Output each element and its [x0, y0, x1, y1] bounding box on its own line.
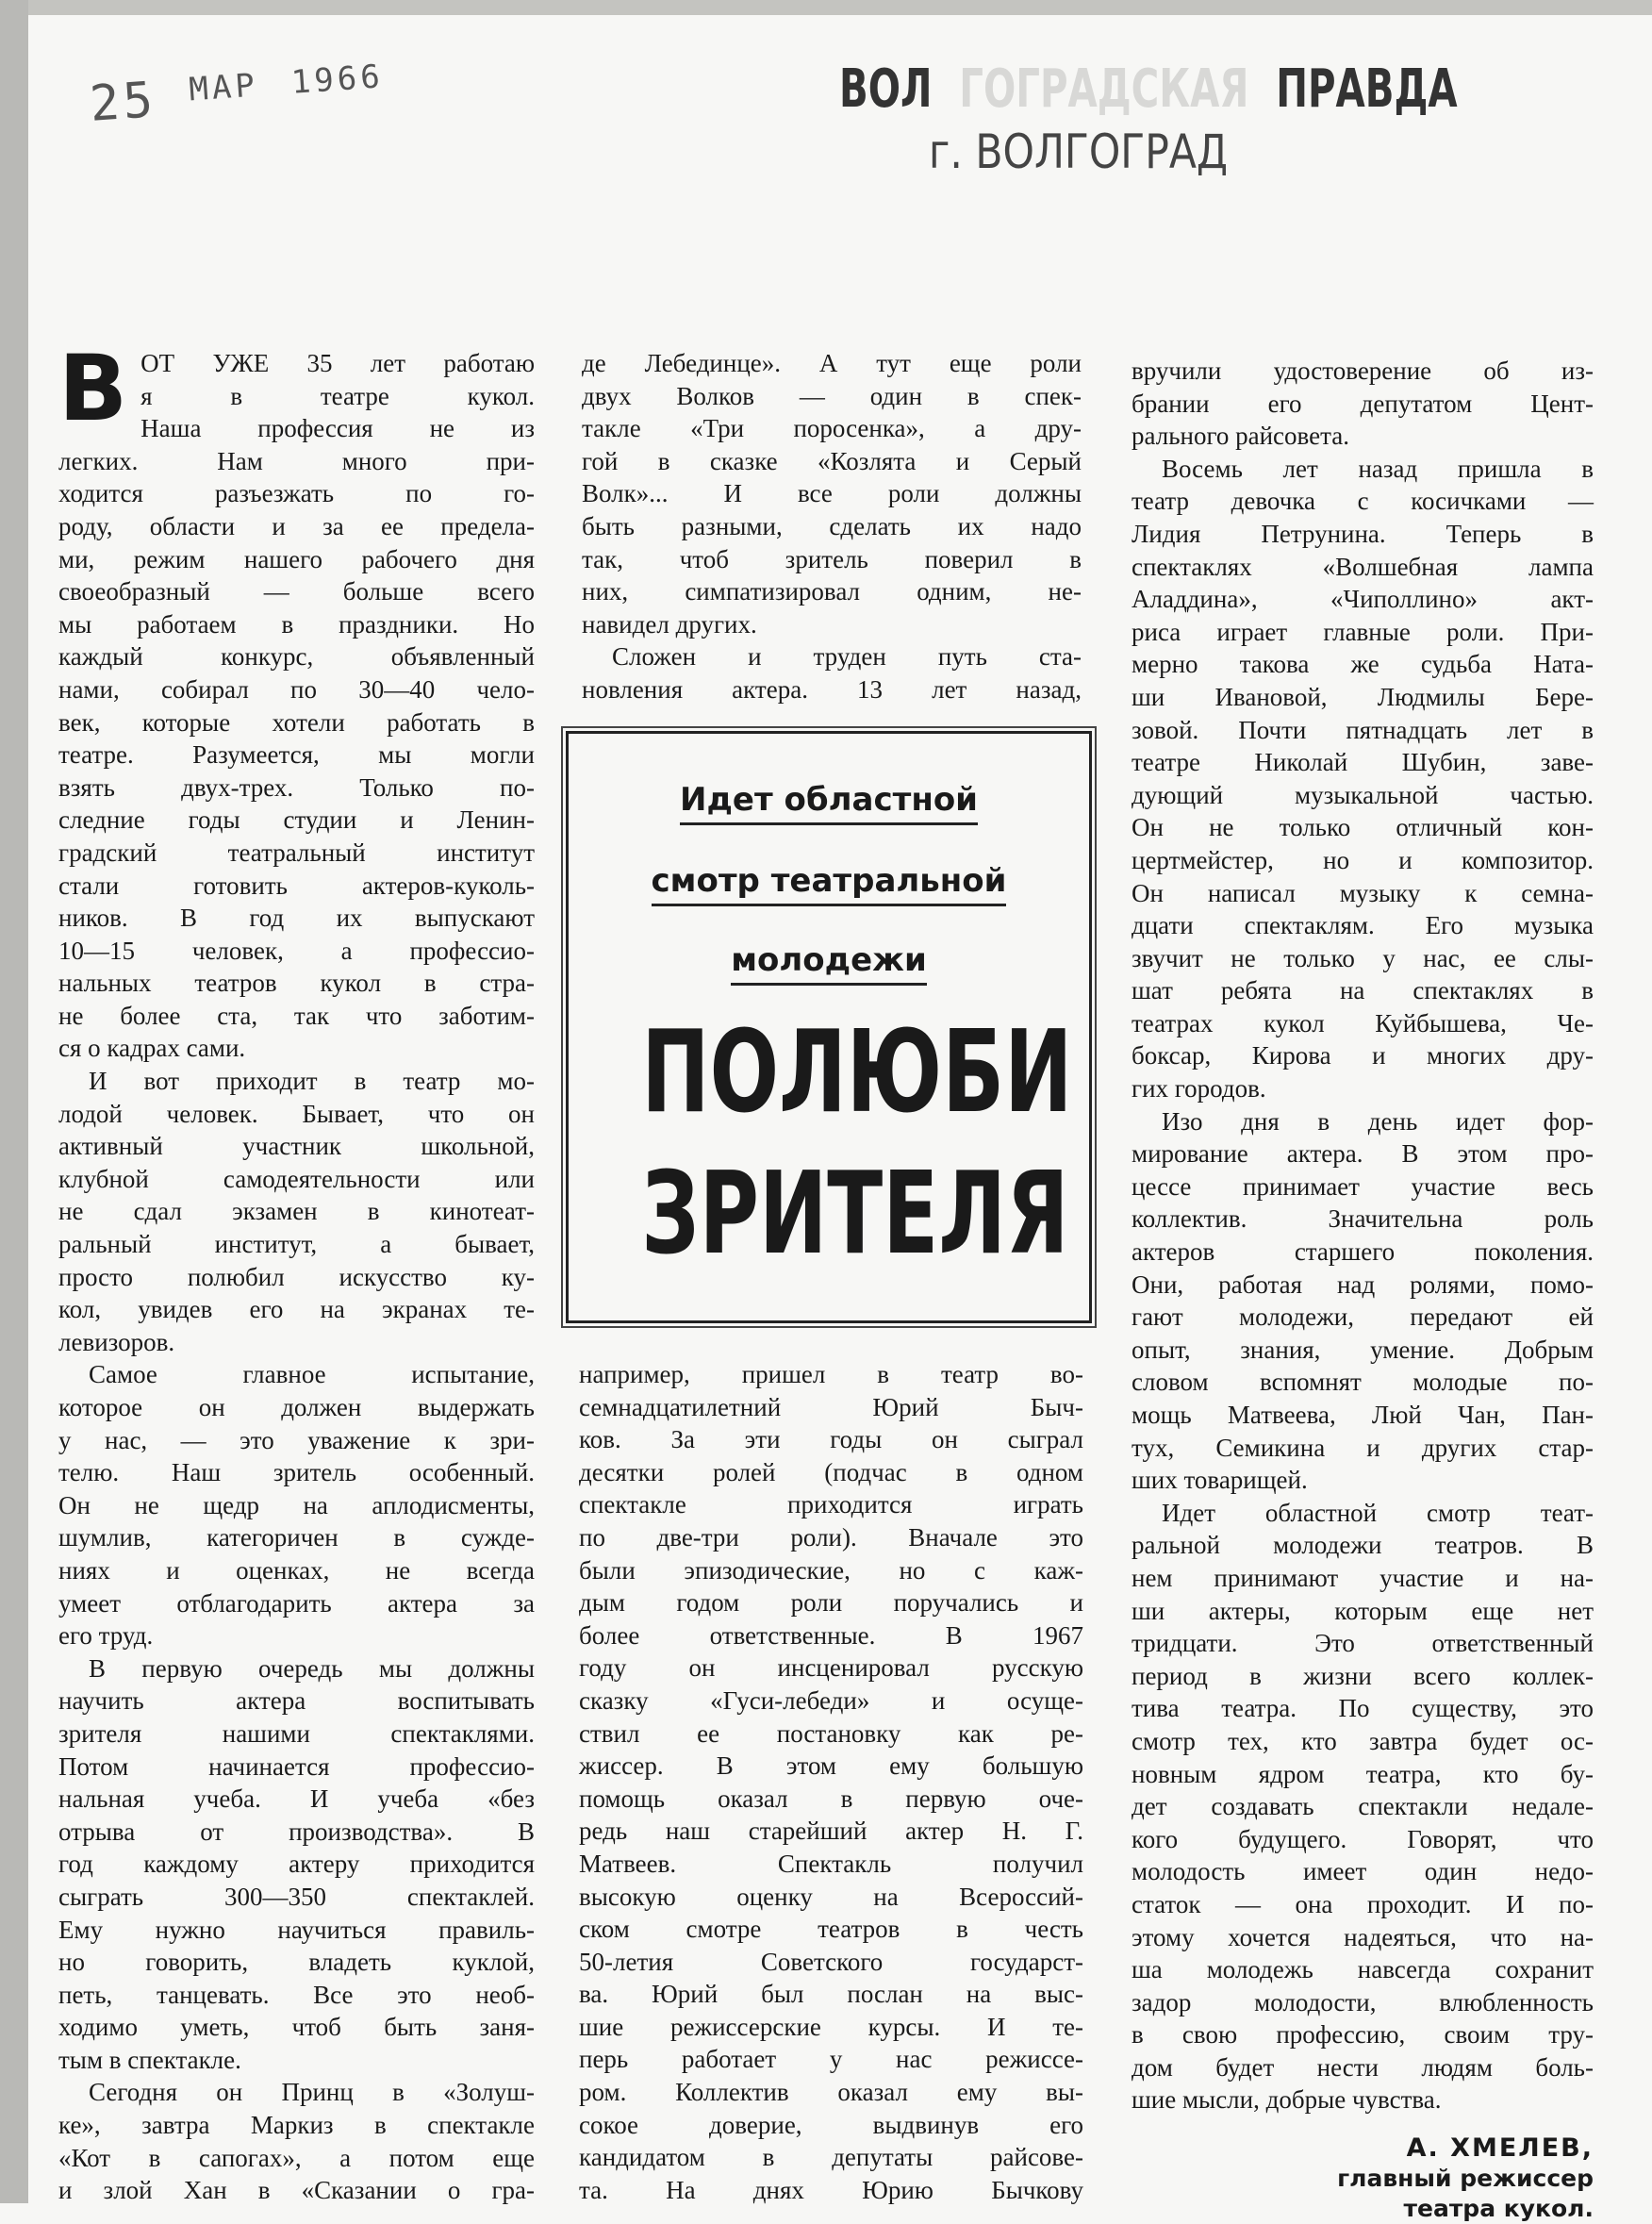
text-line: дующий музыкальной частью. [1132, 780, 1594, 809]
text-line: новления актера. 13 лет назад, [582, 674, 1082, 704]
text-line: дцати спектаклям. Его музыка [1132, 911, 1594, 940]
text-line: умеет отблагодарить актера за [58, 1588, 535, 1618]
text-line: задор молодости, влюбленность [1132, 1987, 1594, 2017]
text-line: Ему нужно научиться правиль- [58, 1915, 535, 1944]
date-day: 25 [88, 72, 158, 133]
text-line: театре Николай Шубин, заве- [1132, 748, 1594, 777]
text-line: Матвеев. Спектакль получил [579, 1849, 1083, 1878]
text-line: роду, области и за ее предела- [58, 511, 535, 540]
article-column-3 [1132, 355, 1594, 2116]
text-line: сокое доверие, выдвинув его [579, 2110, 1083, 2139]
text-line: легких. Нам много при- [58, 446, 535, 475]
text-line: ши актеры, которым еще нет [1132, 1596, 1594, 1625]
text-line: Потом начинается профессио- [58, 1751, 535, 1781]
text-line: Он не только отличный кон- [1132, 813, 1594, 842]
text-line: ников. В год их выпускают [58, 904, 535, 933]
text-line: быть разными, сделать их надо [582, 511, 1082, 540]
text-line: актеров старшего поколения. [1132, 1237, 1594, 1267]
text-line: боксар, Кирова и многих дру- [1132, 1041, 1594, 1071]
newspaper-name-start: ВОЛ [839, 58, 933, 120]
text-line: например, пришел в театр во- [579, 1360, 1083, 1388]
text-line: спектаклях «Волшебная лампа [1132, 552, 1594, 581]
text-line: ходимо уметь, чтоб быть заня- [58, 2013, 535, 2042]
text-line: левизоров. [58, 1327, 175, 1356]
newspaper-name [839, 58, 1458, 120]
text-line: брании его депутатом Цент- [1132, 389, 1594, 418]
text-line: мирование актера. В этом про- [1132, 1139, 1594, 1169]
text-line: Идет областной смотр теат- [1162, 1498, 1594, 1527]
text-line: редь наш старейший актер Н. Г. [579, 1817, 1083, 1846]
text-line: Восемь лет назад пришла в [1162, 454, 1594, 483]
text-line: рального райсовета. [1132, 422, 1349, 451]
text-line: Волк»... И все роли должны [582, 479, 1082, 508]
text-line: Изо дня в день идет фор- [1162, 1106, 1594, 1136]
text-line: опыт, знания, умение. Добрым [1132, 1335, 1594, 1364]
text-line: отрыва от производства». В [58, 1817, 535, 1846]
text-line: клубной самодеятельности или [58, 1164, 535, 1193]
text-line: сыграть 300—350 спектаклей. [58, 1882, 535, 1911]
text-line: лодой человек. Бывает, что он [58, 1099, 535, 1128]
text-line: Самое главное испытание, [89, 1360, 535, 1389]
text-line: нами, собирал по 30—40 чело- [58, 674, 535, 704]
text-line: шие мысли, добрые чувства. [1132, 2085, 1442, 2115]
text-line: шие режиссерские курсы. И те- [579, 2012, 1083, 2041]
kicker-line [569, 941, 1089, 979]
text-line: мерно такова же судьба Ната- [1132, 650, 1594, 679]
text-line: век, которые хотели работать в [58, 707, 535, 737]
text-line: нем принимают участие и на- [1132, 1563, 1594, 1592]
text-line: так, чтоб зритель поверил в [582, 544, 1082, 573]
date-stamp [88, 56, 386, 133]
text-line: следние годы студии и Ленин- [58, 805, 535, 835]
text-line: его труд. [58, 1621, 154, 1651]
text-line: год каждому актеру приходится [58, 1850, 535, 1879]
text-line: ся о кадрах сами. [58, 1034, 246, 1063]
text-line: ших товарищей. [1132, 1466, 1308, 1495]
text-line: Он написал музыку к семна- [1132, 878, 1594, 907]
text-line: ва. Юрий был послан на выс- [579, 1980, 1083, 2009]
text-line: научить актера воспитывать [58, 1686, 535, 1716]
text-line: «Кот в сапогах», а потом еще [58, 2143, 535, 2172]
text-line: но говорить, владеть куклой, [58, 1948, 535, 1977]
text-line: зрителя нашими спектаклями. [58, 1718, 535, 1748]
text-line: Наша профессия не из [140, 414, 535, 443]
author-signature [1337, 2133, 1594, 2224]
text-line: ми, режим нашего рабочего дня [58, 544, 535, 573]
text-line: период в жизни всего коллек- [1132, 1661, 1594, 1690]
text-line: 10—15 человек, а профессио- [58, 936, 535, 965]
text-line: не более ста, так что заботим- [58, 1001, 535, 1030]
text-line: ском смотре театров в честь [579, 1915, 1083, 1944]
text-line: театрах кукол Куйбышева, Че- [1132, 1008, 1594, 1037]
text-line: зовой. Почти пятнадцать лет в [1132, 715, 1594, 744]
text-line: ша молодежь навсегда сохранит [1132, 1955, 1594, 1984]
headline-line-1: ПОЛЮБИ [641, 1007, 1073, 1138]
text-line: цессе принимает участие весь [1132, 1171, 1594, 1201]
text-line: ходится разъезжать по го- [58, 479, 535, 508]
text-line: ке», завтра Маркиз в спектакле [58, 2111, 535, 2140]
text-line: Аладдина», «Чиполлино» акт- [1132, 585, 1594, 614]
text-line: тива театра. По существу, это [1132, 1694, 1594, 1723]
article-column-2-bottom [579, 1358, 1083, 2206]
text-line: помощь оказал в первую оче- [579, 1784, 1083, 1813]
author-title: театра кукол. [1403, 2195, 1594, 2222]
kicker-line [569, 781, 1089, 819]
newspaper-name-faded: ГОГРАДСКАЯ [959, 58, 1249, 120]
text-line: ральный институт, а бывает, [58, 1230, 535, 1259]
text-line: нальная учеба. И учеба «без [58, 1784, 535, 1814]
text-line: ром. Коллектив оказал ему вы- [579, 2078, 1083, 2107]
text-line: высокую оценку на Всероссий- [579, 1882, 1083, 1911]
text-line: та. На днях Юрию Бычкову [579, 2175, 1083, 2204]
date-month: МАР [188, 66, 260, 109]
text-line: просто полюбил искусство ку- [58, 1262, 535, 1291]
text-line: кандидатом в депутаты райсове- [579, 2143, 1083, 2172]
text-line: такле «Три поросенка», а дру- [582, 414, 1082, 443]
article-column-1 [58, 336, 535, 2207]
text-line: двух Волков — один в спек- [582, 381, 1082, 410]
text-line: телю. Наш зритель особенный. [58, 1458, 535, 1487]
text-line: петь, танцевать. Все это необ- [58, 1980, 535, 2009]
text-line: по две-три роли). Вначале это [579, 1522, 1083, 1552]
text-line: своеобразный — больше всего [58, 577, 535, 606]
text-line: жиссер. В этом ему большую [579, 1751, 1083, 1781]
text-line: смотр тех, кто завтра будет ос- [1132, 1726, 1594, 1755]
text-line: гают молодежи, передают ей [1132, 1303, 1594, 1332]
kicker-text: смотр театральной [652, 862, 1007, 906]
newspaper-city: г. ВОЛГОГРАД [929, 124, 1229, 179]
headline-line-2: ЗРИТЕЛЯ [641, 1149, 1069, 1280]
kicker-text: Идет областной [680, 781, 978, 825]
text-line: семнадцатилетний Юрий Быч- [579, 1392, 1083, 1421]
text-line: я в театре кукол. [140, 381, 535, 410]
text-line: ствил ее постановку как ре- [579, 1718, 1083, 1748]
text-line: ОТ УЖЕ 35 лет работаю [140, 349, 535, 377]
clipping-edge-top [0, 0, 1652, 15]
text-line: гих городов. [1132, 1074, 1266, 1104]
text-line: ниях и оценках, не всегда [58, 1555, 535, 1585]
text-line: кого будущего. Говорят, что [1132, 1824, 1594, 1853]
text-line: молодость имеет один недо- [1132, 1857, 1594, 1886]
text-line: перь работает у нас режиссе- [579, 2045, 1083, 2074]
text-line: цертмейстер, но и композитор. [1132, 845, 1594, 874]
text-line: ши Ивановой, Людмилы Бере- [1132, 682, 1594, 711]
author-name: А. ХМЕЛЕВ, [1406, 2133, 1594, 2163]
text-line: театр девочка с косичками — [1132, 487, 1594, 516]
text-line: Они, работая над ролями, помо- [1132, 1270, 1594, 1299]
text-line: Сложен и труден путь ста- [612, 642, 1082, 672]
text-line: звучит не только у нас, ее слы- [1132, 943, 1594, 972]
text-line: кол, увидев его на экранах те- [58, 1295, 535, 1324]
text-line: риса играет главные роли. При- [1132, 617, 1594, 646]
text-line: Он не щедр на аплодисменты, [58, 1490, 535, 1519]
text-line: каждый конкурс, объявленный [58, 642, 535, 672]
text-line: году он инсценировал русскую [579, 1653, 1083, 1683]
text-line: более ответственные. В 1967 [579, 1620, 1083, 1650]
text-line: дым годом роли поручались и [579, 1588, 1083, 1618]
headline-box [566, 731, 1092, 1323]
text-line: театре. Разумеется, мы могли [58, 740, 535, 770]
text-line: Лидия Петрунина. Теперь в [1132, 519, 1594, 548]
text-line: были эпизодические, но с каж- [579, 1555, 1083, 1585]
text-line: статок — она проходит. И по- [1132, 1889, 1594, 1918]
drop-cap: В [58, 336, 128, 441]
text-line: стали готовить актеров-куколь- [58, 871, 535, 900]
text-line: в свою профессию, своим тру- [1132, 2020, 1594, 2050]
text-line: спектакле приходится играть [579, 1490, 1083, 1519]
date-year: 1966 [289, 58, 386, 102]
text-line: десятки ролей (подчас в одном [579, 1457, 1083, 1486]
text-line: де Лебединце». А тут еще роли [582, 349, 1082, 377]
text-line: мы работаем в праздники. Но [58, 609, 535, 639]
text-line: сказку «Гуси-лебеди» и осуще- [579, 1685, 1083, 1715]
article-column-2-top [582, 347, 1082, 706]
text-line: вручили удостоверение об из- [1132, 357, 1594, 385]
text-line: мощь Матвеева, Люй Чан, Пан- [1132, 1401, 1594, 1429]
text-line: градский театральный институт [58, 838, 535, 867]
text-line: которое он должен выдержать [58, 1393, 535, 1421]
text-line: Сегодня он Принц в «Золуш- [89, 2078, 535, 2107]
author-title: главный режиссер [1337, 2165, 1594, 2192]
text-line: В первую очередь мы должны [89, 1653, 535, 1683]
text-line: и злой Хан в «Сказании о гра- [58, 2176, 535, 2205]
text-line: взять двух-трех. Только по- [58, 772, 535, 802]
text-line: тридцати. Это ответственный [1132, 1629, 1594, 1658]
text-line: навидел других. [582, 609, 757, 639]
text-line: гой в сказке «Козлята и Серый [582, 446, 1082, 475]
text-line: тух, Семикина и других стар- [1132, 1433, 1594, 1462]
kicker-line [569, 862, 1089, 900]
text-line: у нас, — это уважение к зри- [58, 1425, 535, 1454]
text-line: этому хочется надеяться, что на- [1132, 1922, 1594, 1951]
text-line: коллектив. Значительна роль [1132, 1204, 1594, 1234]
text-line: дом будет нести людям боль- [1132, 2052, 1594, 2082]
text-line: ков. За эти годы он сыграл [579, 1425, 1083, 1454]
text-line: активный участник школьной, [58, 1132, 535, 1161]
text-line: новным ядром театра, кто бу- [1132, 1759, 1594, 1788]
text-line: дет создавать спектакли недале- [1132, 1792, 1594, 1821]
text-line: не сдал экзамен в кинотеат- [58, 1197, 535, 1226]
text-line: ральной молодежи театров. В [1132, 1531, 1594, 1560]
text-line: словом вспомнят молодые по- [1132, 1368, 1594, 1397]
text-line: тым в спектакле. [58, 2045, 241, 2074]
text-line: И вот приходит в театр мо- [89, 1067, 535, 1096]
clipping-edge-left [0, 0, 28, 2203]
newspaper-name-end: ПРАВДА [1276, 58, 1458, 120]
text-line: 50-летия Советского государст- [579, 1947, 1083, 1976]
text-line: них, симпатизировал одним, не- [582, 577, 1082, 606]
text-line: шумлив, категоричен в сужде- [58, 1523, 535, 1552]
text-line: шат ребята на спектаклях в [1132, 976, 1594, 1005]
kicker-text: молодежи [731, 941, 927, 986]
text-line: нальных театров кукол в стра- [58, 969, 535, 998]
